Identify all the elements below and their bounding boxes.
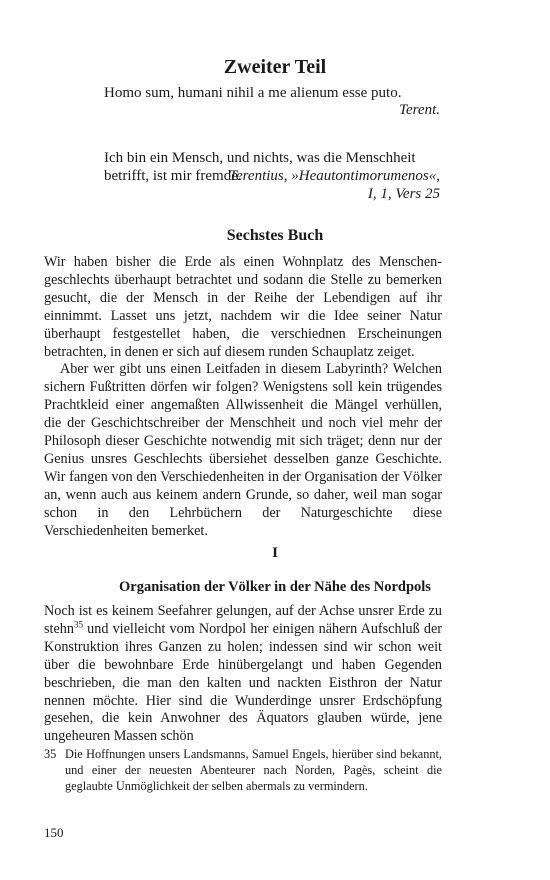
chapter-title: Organisation der Völker in der Nähe des Nordpols	[119, 579, 431, 595]
motto-source-line: I, 1, Vers 25	[367, 186, 440, 202]
footnote	[44, 746, 442, 794]
text-segment: Noch ist es keinem Seefahrer gelungen, auf der Achse unsrer Erde zu stehn	[44, 603, 442, 637]
motto-german-source	[104, 167, 440, 203]
text-segment: und vielleicht vom Nordpol her einigen nähern Aufschluß der Konstruktion ihres Ganzen zu holen; indessen sind wir schon weit über die bewohnbare Erde hinübergelangt und haben Gegenden beschrieben, die man den kalten und nackten Eisthron der Natur nennen möchte. Hier sind die Wunderdinge unsrer Erdschöpfung gesehen, die kein Anwohner des Äquators glauben würde, jene ungeheuren Massen schön	[44, 620, 442, 745]
motto-latin-source: Terent.	[399, 102, 440, 118]
page-number: 150	[44, 825, 64, 840]
motto-latin: Homo sum, humani nihil a me alienum esse puto.	[104, 85, 402, 101]
paragraph: Aber wer gibt uns einen Leitfaden in diesem Labyrinth? Welchen sichern Fußtritten dörfen wir folgen? Wenigstens soll kein trügendes Prachtkleid einer angemaßten Allwissenheit die Mängel verhüllen, die der Geschichtschreiber der Menschheit und noch viel mehr der Philosoph dieser Geschichte notwendig mit sich träget; denn nur der Genius unsres Geschlechts übersiehet desselben ganze Geschichte. Wir fangen von den Verschiedenheiten in der Organisation der Völker an, wenn auch aus keinem andern Grunde, so daher, weil man sogar schon in den Lehrbüchern der Naturgeschichte diese Verschiedenheiten bemerket.	[44, 361, 442, 539]
motto-german-line: betrifft, ist mir fremde.	[104, 168, 242, 184]
chapter-text	[44, 603, 442, 746]
footnote-text: Die Hoffnungen unsers Landsmanns, Samuel Engels, hierüber sind bekannt, und einer der neuesten Abenteurer nach Norden, Pagès, scheint die geglaubte Unmöglichkeit der selben abermals zu vermindern.	[65, 747, 442, 793]
paragraph	[44, 603, 442, 746]
book-title: Sechstes Buch	[226, 227, 324, 244]
part-title: Zweiter Teil	[223, 56, 327, 78]
intro-text	[44, 254, 442, 541]
footnote-number: 35	[44, 747, 57, 761]
paragraph: Wir haben bisher die Erde als einen Wohnplatz des Menschengeschlechts überhaupt betrachtet und sodann die Stelle zu bemerken gesucht, die der Mensch in der Reihe der Lebendigen auf ihr einnimmt. Lasset uns jetzt, nachdem wir die Idee seiner Natur überhaupt festgestellet haben, die verschiednen Erscheinungen betrachten, in denen er sich auf diesem runden Schauplatz zeiget.	[44, 254, 442, 360]
footnote-reference[interactable]: 35	[73, 619, 83, 630]
motto-german-line: Ich bin ein Mensch, und nichts, was die Menschheit	[104, 150, 416, 166]
chapter-number: I	[272, 545, 278, 561]
motto-source-line: Terentius, »Heautontimorumenos«,	[229, 168, 440, 184]
